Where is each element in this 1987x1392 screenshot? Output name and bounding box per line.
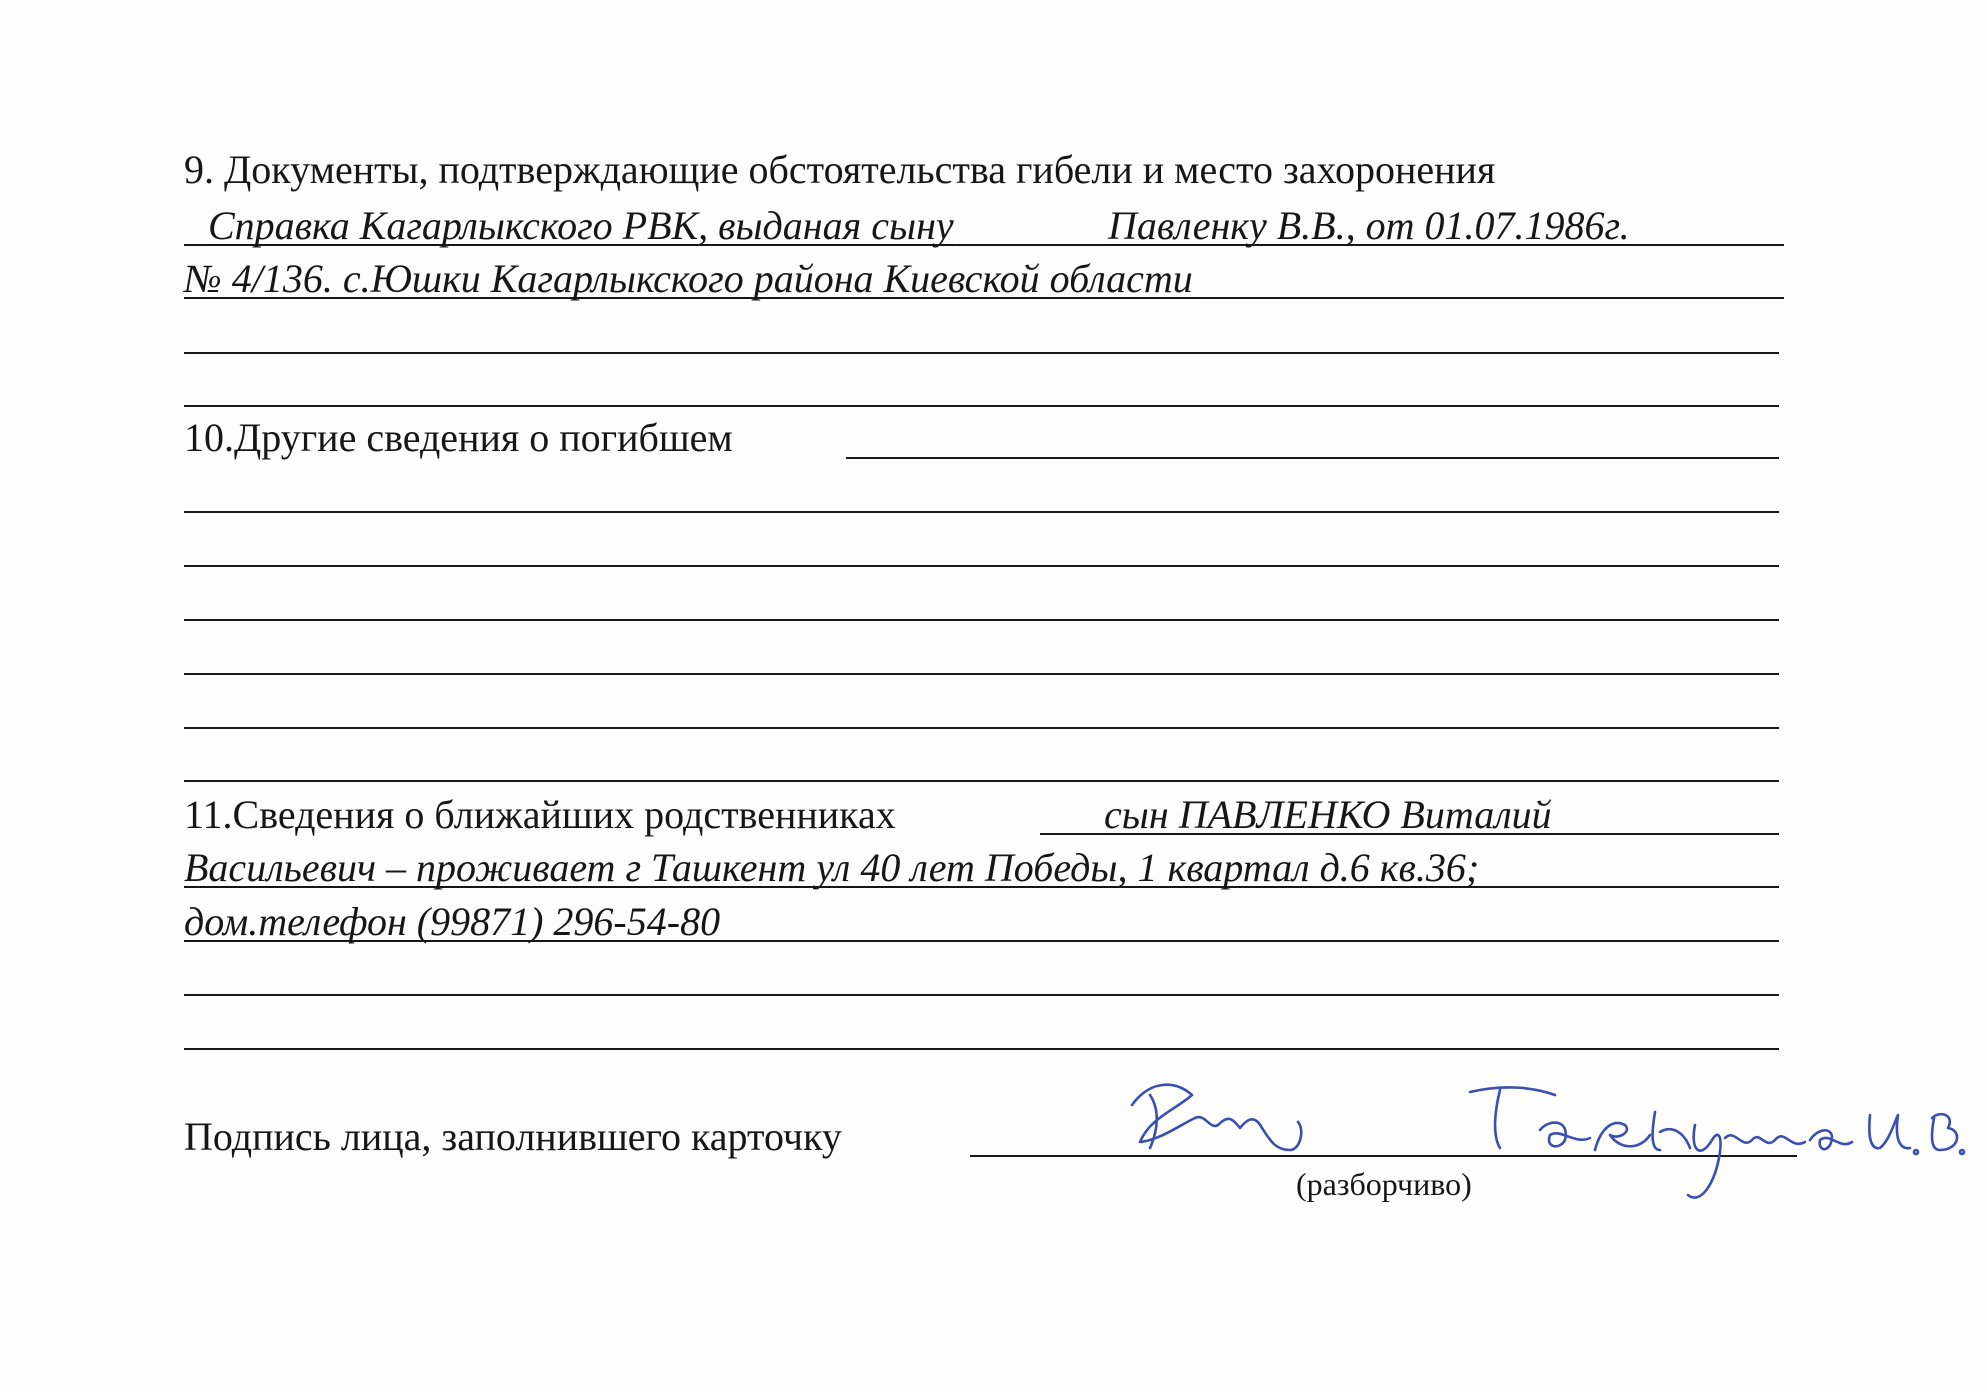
signature-label: Подпись лица, заполнившего карточку — [184, 1114, 842, 1159]
section-9-value-burial-place: № 4/136. с.Юшки Кагарлыкского района Киевской области — [184, 256, 1193, 301]
signature-strokes — [1132, 1085, 1964, 1202]
signature-legibility-hint: (разборчиво) — [1296, 1166, 1472, 1202]
section-10-label: 10.Другие сведения о погибшем — [184, 415, 733, 460]
section-11-value-phone: дом.телефон (99871) 296-54-80 — [184, 899, 721, 944]
section-11-label: 11.Сведения о ближайших родственниках — [184, 792, 896, 837]
section-9-value-documents-part2: Павленку В.В., от 01.07.1986г. — [1108, 203, 1630, 248]
section-9-value-documents-part1: Справка Кагарлыкского РВК, выданая сыну — [208, 203, 954, 248]
section-11-value-address: Васильевич – проживает г Ташкент ул 40 лет Победы, 1 квартал д.6 кв.36; — [184, 845, 1480, 890]
section-9-label: 9. Документы, подтверждающие обстоятельства гибели и место захоронения — [184, 147, 1496, 192]
section-11-value-relative-name: сын ПАВЛЕНКО Виталий — [1104, 792, 1552, 837]
